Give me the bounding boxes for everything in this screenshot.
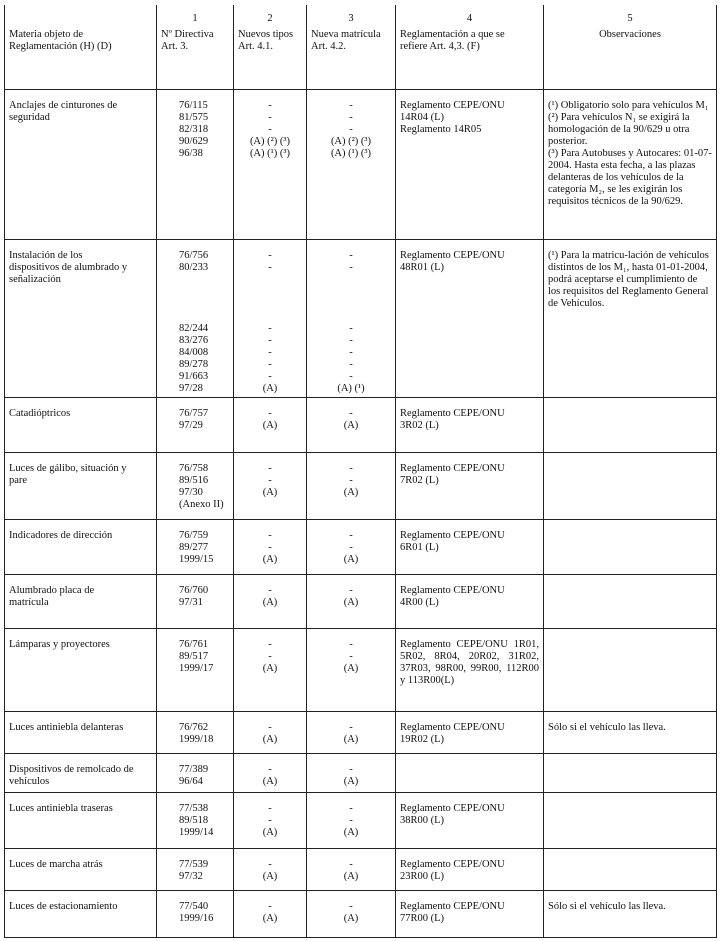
reglamento-line: 14R04 (L) bbox=[400, 112, 445, 123]
reglamento-cell bbox=[396, 793, 544, 849]
materia-line: Instalación de los bbox=[9, 250, 83, 261]
header-materia-line: Materia objeto de bbox=[9, 29, 84, 40]
header-nuevos-tipos bbox=[234, 27, 307, 90]
nuevos-tipos-cell bbox=[234, 520, 307, 575]
materia-line: vehículos bbox=[9, 776, 50, 787]
nuevos-line: - bbox=[268, 639, 272, 650]
directiva-line: 97/31 bbox=[179, 597, 203, 608]
observaciones-cell bbox=[544, 629, 717, 712]
materia-cell bbox=[5, 240, 157, 398]
reglamento-line: Reglamento CEPE/ONU bbox=[400, 250, 505, 261]
observaciones-cell bbox=[544, 90, 717, 240]
nueva-matricula-cell bbox=[307, 398, 396, 453]
nueva-matricula-cell bbox=[307, 754, 396, 793]
reglamento-cell bbox=[396, 453, 544, 520]
nuevos-tipos-cell bbox=[234, 793, 307, 849]
reglamento-cell bbox=[396, 520, 544, 575]
materia-cell bbox=[5, 520, 157, 575]
observacion-line: (¹) Para la matricu-lación de vehículos distintos de los M₁, hasta 01-01-2004, podrá aceptarse el cumplimiento de los requisitos del Reglamento General de Vehículos. bbox=[548, 250, 709, 309]
nuevos-line: - bbox=[268, 347, 272, 358]
nuevos-tipos-cell bbox=[234, 629, 307, 712]
nuevos-line: - bbox=[268, 371, 272, 382]
nuevos-line: (A) bbox=[262, 554, 278, 565]
directiva-line: 89/277 bbox=[179, 542, 209, 553]
nuevos-tipos-cell bbox=[234, 754, 307, 793]
directiva-line: 96/64 bbox=[179, 776, 203, 787]
matricula-line: - bbox=[349, 859, 353, 870]
nuevos-line: (A) bbox=[262, 597, 278, 608]
nuevos-tipos-cell bbox=[234, 240, 307, 398]
reglamento-cell bbox=[396, 575, 544, 629]
observacion-line: Sólo si el vehículo las lleva. bbox=[548, 722, 666, 733]
observacion-line: Sólo si el vehículo las lleva. bbox=[548, 901, 666, 912]
matricula-line: - bbox=[349, 100, 353, 111]
matricula-line: (A) bbox=[343, 776, 359, 787]
nueva-matricula-cell bbox=[307, 793, 396, 849]
directiva-line: 76/115 bbox=[179, 100, 208, 111]
directiva-cell bbox=[157, 453, 234, 520]
matricula-line: - bbox=[349, 371, 353, 382]
nuevos-line: - bbox=[268, 323, 272, 334]
reglamento-line: Reglamento CEPE/ONU bbox=[400, 901, 505, 912]
reglamento-cell bbox=[396, 754, 544, 793]
directiva-line: 89/518 bbox=[179, 815, 209, 826]
col-number-3: 3 bbox=[307, 5, 396, 27]
nuevos-line: - bbox=[268, 901, 272, 912]
nuevos-line: - bbox=[268, 250, 272, 261]
reglamento-line: Reglamento CEPE/ONU bbox=[400, 859, 505, 870]
nuevos-tipos-cell bbox=[234, 453, 307, 520]
directiva-cell bbox=[157, 793, 234, 849]
nuevos-line: (A) (¹) (³) bbox=[249, 148, 291, 159]
table-row bbox=[5, 891, 717, 938]
directiva-line: 82/318 bbox=[179, 124, 209, 135]
directiva-line: 83/276 bbox=[179, 335, 209, 346]
nuevos-line: (A) bbox=[262, 913, 278, 924]
materia-line: dispositivos de alumbrado y bbox=[9, 262, 128, 273]
reglamento-line: Reglamento CEPE/ONU bbox=[400, 722, 505, 733]
header-row bbox=[5, 27, 717, 90]
nuevos-line: - bbox=[268, 764, 272, 775]
matricula-line: (A) (¹) (³) bbox=[330, 148, 372, 159]
reglamento-line: Reglamento CEPE/ONU 1R01, 5R02, 8R04, 20R02, 31R02, 37R03, 98R00, 99R00, 112R00 y 113R00(L) bbox=[400, 639, 539, 686]
col-number-blank bbox=[5, 5, 157, 27]
table-row bbox=[5, 575, 717, 629]
directiva-cell bbox=[157, 754, 234, 793]
header-reglamentacion-line: Reglamentación a que se bbox=[400, 29, 505, 40]
materia-cell bbox=[5, 712, 157, 754]
reglamento-cell bbox=[396, 712, 544, 754]
header-nueva-matricula bbox=[307, 27, 396, 90]
materia-line: Indicadores de dirección bbox=[9, 530, 113, 541]
matricula-line: (A) (¹) bbox=[337, 383, 365, 394]
directiva-line: 82/244 bbox=[179, 323, 209, 334]
reglamento-line: Reglamento CEPE/ONU bbox=[400, 585, 505, 596]
directiva-line: 81/575 bbox=[179, 112, 209, 123]
materia-line: Alumbrado placa de bbox=[9, 585, 95, 596]
directiva-cell bbox=[157, 712, 234, 754]
header-materia bbox=[5, 27, 157, 90]
directiva-line: 76/762 bbox=[179, 722, 209, 733]
directiva-line: 96/38 bbox=[179, 148, 203, 159]
materia-cell bbox=[5, 849, 157, 891]
nuevos-line: - bbox=[268, 262, 272, 273]
matricula-line: - bbox=[349, 359, 353, 370]
nuevos-line: - bbox=[268, 112, 272, 123]
matricula-line: - bbox=[349, 542, 353, 553]
nuevos-line: - bbox=[268, 100, 272, 111]
nueva-matricula-cell bbox=[307, 849, 396, 891]
column-number-row bbox=[5, 5, 717, 27]
nuevos-line: - bbox=[268, 475, 272, 486]
matricula-line: (A) bbox=[343, 420, 359, 431]
nuevos-line: (A) bbox=[262, 663, 278, 674]
nuevos-line: (A) bbox=[262, 827, 278, 838]
table-row bbox=[5, 240, 717, 398]
nuevos-line: - bbox=[268, 335, 272, 346]
observacion-line: (³) Para Autobuses y Autocares: 01-07-2004. Hasta esta fecha, a las plazas delanteras de los vehículos de la categoría M₂, se les exigirán los requisitos técnicos de la 90/629. bbox=[548, 148, 712, 207]
directiva-line: 76/758 bbox=[179, 463, 209, 474]
reglamento-line: 77R00 (L) bbox=[400, 913, 445, 924]
materia-line: Catadióptricos bbox=[9, 408, 71, 419]
nueva-matricula-cell bbox=[307, 891, 396, 938]
directiva-line: 80/233 bbox=[179, 262, 209, 273]
directiva-line: 76/760 bbox=[179, 585, 209, 596]
nueva-matricula-cell bbox=[307, 629, 396, 712]
directiva-cell bbox=[157, 520, 234, 575]
nueva-matricula-cell bbox=[307, 240, 396, 398]
reglamento-line: 38R00 (L) bbox=[400, 815, 445, 826]
nuevos-line: (A) bbox=[262, 383, 278, 394]
materia-line: Lámparas y proyectores bbox=[9, 639, 110, 650]
header-directiva bbox=[157, 27, 234, 90]
reglamento-line: Reglamento CEPE/ONU bbox=[400, 100, 505, 111]
table-row bbox=[5, 849, 717, 891]
nuevos-line: - bbox=[268, 859, 272, 870]
header-matricula-line: Art. 4.2. bbox=[311, 41, 346, 52]
gap bbox=[307, 274, 395, 323]
reglamento-line: 48R01 (L) bbox=[400, 262, 445, 273]
nuevos-line: - bbox=[268, 463, 272, 474]
reglamento-line: Reglamento 14R05 bbox=[400, 124, 482, 135]
header-matricula-line: Nueva matrícula bbox=[311, 29, 381, 40]
matricula-line: - bbox=[349, 764, 353, 775]
observaciones-cell bbox=[544, 453, 717, 520]
nuevos-line: - bbox=[268, 803, 272, 814]
nuevos-tipos-cell bbox=[234, 891, 307, 938]
directiva-cell bbox=[157, 240, 234, 398]
directiva-line: 76/761 bbox=[179, 639, 209, 650]
matricula-line: - bbox=[349, 347, 353, 358]
directiva-line: 89/516 bbox=[179, 475, 209, 486]
reglamento-line: 4R00 (L) bbox=[400, 597, 439, 608]
materia-line: pare bbox=[9, 475, 28, 486]
directiva-line: 97/29 bbox=[179, 420, 203, 431]
matricula-line: - bbox=[349, 803, 353, 814]
nuevos-line: - bbox=[268, 124, 272, 135]
reglamento-cell bbox=[396, 629, 544, 712]
materia-line: Luces antiniebla delanteras bbox=[9, 722, 124, 733]
reglamento-cell bbox=[396, 398, 544, 453]
materia-line: señalización bbox=[9, 274, 61, 285]
nuevos-tipos-cell bbox=[234, 90, 307, 240]
table-row bbox=[5, 520, 717, 575]
nuevos-tipos-cell bbox=[234, 849, 307, 891]
reglamento-line: 23R00 (L) bbox=[400, 871, 445, 882]
nuevos-tipos-cell bbox=[234, 398, 307, 453]
matricula-line: - bbox=[349, 323, 353, 334]
observaciones-cell bbox=[544, 891, 717, 938]
reglamento-line: Reglamento CEPE/ONU bbox=[400, 530, 505, 541]
reglamento-line: 7R02 (L) bbox=[400, 475, 439, 486]
reglamento-line: 3R02 (L) bbox=[400, 420, 439, 431]
matricula-line: - bbox=[349, 335, 353, 346]
header-reglamentacion bbox=[396, 27, 544, 90]
matricula-line: - bbox=[349, 250, 353, 261]
col-number-2: 2 bbox=[234, 5, 307, 27]
nuevos-line: - bbox=[268, 359, 272, 370]
matricula-line: - bbox=[349, 639, 353, 650]
matricula-line: (A) bbox=[343, 487, 359, 498]
matricula-line: (A) bbox=[343, 871, 359, 882]
directiva-line: 77/540 bbox=[179, 901, 209, 912]
directiva-cell bbox=[157, 629, 234, 712]
materia-cell bbox=[5, 754, 157, 793]
reglamento-cell bbox=[396, 891, 544, 938]
directiva-line: 1999/17 bbox=[179, 663, 214, 674]
directiva-line: 97/32 bbox=[179, 871, 203, 882]
materia-cell bbox=[5, 891, 157, 938]
observaciones-cell bbox=[544, 712, 717, 754]
directiva-line: (Anexo II) bbox=[179, 499, 224, 510]
observaciones-cell bbox=[544, 793, 717, 849]
nuevos-line: - bbox=[268, 542, 272, 553]
directiva-line: 77/538 bbox=[179, 803, 209, 814]
materia-line: matrícula bbox=[9, 597, 49, 608]
matricula-line: (A) bbox=[343, 913, 359, 924]
directiva-line: 97/30 bbox=[179, 487, 203, 498]
materia-cell bbox=[5, 793, 157, 849]
directiva-line: 97/28 bbox=[179, 383, 203, 394]
regulation-table bbox=[4, 5, 717, 938]
matricula-line: - bbox=[349, 475, 353, 486]
table-row bbox=[5, 793, 717, 849]
directiva-line: 76/756 bbox=[179, 250, 209, 261]
gap bbox=[179, 274, 229, 323]
reglamento-line: Reglamento CEPE/ONU bbox=[400, 803, 505, 814]
directiva-cell bbox=[157, 849, 234, 891]
directiva-line: 1999/16 bbox=[179, 913, 214, 924]
col-number-4: 4 bbox=[396, 5, 544, 27]
matricula-line: - bbox=[349, 112, 353, 123]
materia-cell bbox=[5, 453, 157, 520]
matricula-line: - bbox=[349, 901, 353, 912]
nuevos-line: (A) bbox=[262, 487, 278, 498]
header-materia-line: Reglamentación (H) (D) bbox=[9, 41, 112, 52]
table-row bbox=[5, 629, 717, 712]
reglamento-line: Reglamento CEPE/ONU bbox=[400, 408, 505, 419]
directiva-line: 1999/15 bbox=[179, 554, 214, 565]
nueva-matricula-cell bbox=[307, 90, 396, 240]
observacion-line: (¹) Obligatorio solo para vehículos M₁ bbox=[548, 100, 709, 111]
table-row bbox=[5, 754, 717, 793]
header-nuevos-line: Art. 4.1. bbox=[238, 41, 273, 52]
table-row bbox=[5, 398, 717, 453]
nuevos-line: (A) bbox=[262, 420, 278, 431]
observaciones-cell bbox=[544, 849, 717, 891]
observacion-line: (²) Para vehículos N₁ se exigirá la homologación de la 90/629 u otra posterior. bbox=[548, 112, 690, 147]
matricula-line: - bbox=[349, 722, 353, 733]
nuevos-line: (A) bbox=[262, 871, 278, 882]
materia-line: Luces de estacionamiento bbox=[9, 901, 118, 912]
nuevos-line: - bbox=[268, 651, 272, 662]
directiva-line: 91/663 bbox=[179, 371, 209, 382]
directiva-cell bbox=[157, 398, 234, 453]
materia-line: Dispositivos de remolcado de bbox=[9, 764, 134, 775]
directiva-line: 1999/18 bbox=[179, 734, 214, 745]
matricula-line: - bbox=[349, 408, 353, 419]
observaciones-cell bbox=[544, 575, 717, 629]
header-observaciones: Observaciones bbox=[544, 27, 717, 90]
materia-cell bbox=[5, 575, 157, 629]
nueva-matricula-cell bbox=[307, 520, 396, 575]
reglamento-line: 19R02 (L) bbox=[400, 734, 445, 745]
table-row bbox=[5, 90, 717, 240]
reglamento-line: Reglamento CEPE/ONU bbox=[400, 463, 505, 474]
matricula-line: (A) bbox=[343, 663, 359, 674]
nuevos-line: (A) bbox=[262, 734, 278, 745]
materia-line: Anclajes de cinturones de bbox=[9, 100, 118, 111]
reglamento-cell bbox=[396, 90, 544, 240]
materia-line: Luces antiniebla traseras bbox=[9, 803, 113, 814]
materia-line: Luces de gálibo, situación y bbox=[9, 463, 127, 474]
col-number-5: 5 bbox=[544, 5, 717, 27]
reglamento-line: 6R01 (L) bbox=[400, 542, 439, 553]
directiva-cell bbox=[157, 575, 234, 629]
nuevos-line: - bbox=[268, 530, 272, 541]
table-row bbox=[5, 453, 717, 520]
observaciones-cell bbox=[544, 398, 717, 453]
directiva-line: 89/517 bbox=[179, 651, 209, 662]
directiva-line: 90/629 bbox=[179, 136, 209, 147]
directiva-line: 1999/14 bbox=[179, 827, 214, 838]
header-directiva-line: Art. 3. bbox=[161, 41, 189, 52]
nuevos-tipos-cell bbox=[234, 712, 307, 754]
matricula-line: (A) (²) (³) bbox=[330, 136, 372, 147]
nuevos-line: - bbox=[268, 408, 272, 419]
matricula-line: (A) bbox=[343, 734, 359, 745]
directiva-cell bbox=[157, 90, 234, 240]
materia-cell bbox=[5, 629, 157, 712]
materia-line: Luces de marcha atrás bbox=[9, 859, 103, 870]
matricula-line: - bbox=[349, 530, 353, 541]
materia-cell bbox=[5, 398, 157, 453]
directiva-line: 76/757 bbox=[179, 408, 209, 419]
materia-line: seguridad bbox=[9, 112, 50, 123]
reglamento-cell bbox=[396, 240, 544, 398]
matricula-line: (A) bbox=[343, 554, 359, 565]
directiva-line: 84/008 bbox=[179, 347, 209, 358]
materia-cell bbox=[5, 90, 157, 240]
reglamento-cell bbox=[396, 849, 544, 891]
matricula-line: - bbox=[349, 815, 353, 826]
directiva-line: 76/759 bbox=[179, 530, 209, 541]
matricula-line: - bbox=[349, 463, 353, 474]
directiva-line: 77/539 bbox=[179, 859, 209, 870]
gap bbox=[234, 274, 306, 323]
nueva-matricula-cell bbox=[307, 575, 396, 629]
nueva-matricula-cell bbox=[307, 453, 396, 520]
header-reglamentacion-line: refiere Art. 4,3. (F) bbox=[400, 41, 480, 52]
matricula-line: (A) bbox=[343, 597, 359, 608]
header-directiva-line: Nº Directiva bbox=[161, 29, 214, 40]
matricula-line: - bbox=[349, 585, 353, 596]
table-row bbox=[5, 712, 717, 754]
nuevos-tipos-cell bbox=[234, 575, 307, 629]
col-number-1: 1 bbox=[157, 5, 234, 27]
matricula-line: - bbox=[349, 262, 353, 273]
nuevos-line: - bbox=[268, 815, 272, 826]
nuevos-line: - bbox=[268, 722, 272, 733]
observaciones-cell bbox=[544, 754, 717, 793]
matricula-line: - bbox=[349, 124, 353, 135]
directiva-cell bbox=[157, 891, 234, 938]
directiva-line: 77/389 bbox=[179, 764, 209, 775]
nuevos-line: (A) (²) (³) bbox=[249, 136, 291, 147]
matricula-line: - bbox=[349, 651, 353, 662]
nuevos-line: - bbox=[268, 585, 272, 596]
directiva-line: 89/278 bbox=[179, 359, 209, 370]
nueva-matricula-cell bbox=[307, 712, 396, 754]
matricula-line: (A) bbox=[343, 827, 359, 838]
nuevos-line: (A) bbox=[262, 776, 278, 787]
observaciones-cell bbox=[544, 240, 717, 398]
observaciones-cell bbox=[544, 520, 717, 575]
header-nuevos-line: Nuevos tipos bbox=[238, 29, 294, 40]
